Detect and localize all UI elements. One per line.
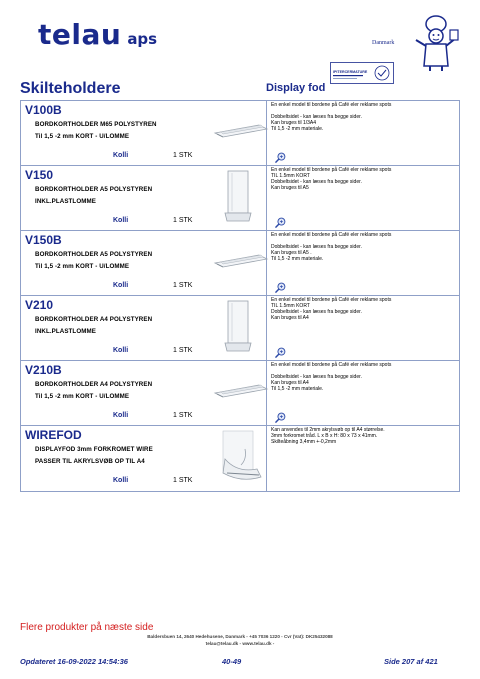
info-line: Til 1,5 -2 mm materiale. bbox=[271, 256, 324, 262]
logo-main: telau bbox=[38, 18, 122, 51]
product-code: V150 bbox=[25, 168, 54, 182]
info-line: Kan anvendes til 2mm akrylsvøb op til A4 størrelse. bbox=[271, 427, 385, 433]
quantity: 1 STK bbox=[173, 217, 193, 224]
info-line: En enkel model til bordene på Café eler reklame spots bbox=[271, 362, 392, 368]
info-line: Dobbeltsidet - kan læses fra begge sider. bbox=[271, 114, 362, 120]
kolli-label: Kolli bbox=[113, 152, 129, 159]
info-line: Kan bruges til 1/3A4 bbox=[271, 120, 317, 126]
quantity: 1 STK bbox=[173, 347, 193, 354]
info-line: Dobbeltsidet - kan læses fra begge sider. bbox=[271, 244, 362, 250]
zoom-icon[interactable] bbox=[275, 282, 286, 293]
product-description-line2: INKL.PLASTLOMME bbox=[35, 198, 96, 205]
info-line: Dobbeltsidet - kan læses fra begge sider. bbox=[271, 374, 362, 380]
product-image bbox=[223, 299, 253, 355]
product-description-line2: Til 1,5 -2 mm KORT - U/LOMME bbox=[35, 393, 130, 400]
quantity: 1 STK bbox=[173, 412, 193, 419]
product-info bbox=[271, 362, 391, 392]
product-image bbox=[211, 245, 271, 269]
product-row bbox=[21, 361, 459, 426]
product-description: DISPLAYFOD 3mm FORKROMET WIRE bbox=[35, 446, 153, 453]
product-description: BORDKORTHOLDER A5 POLYSTYREN bbox=[35, 251, 153, 258]
product-image bbox=[211, 115, 271, 139]
info-line: Til 1,5 -2 mm materiale. bbox=[271, 126, 324, 132]
kolli-label: Kolli bbox=[113, 217, 129, 224]
info-line: Kan bruges til A4 bbox=[271, 315, 309, 321]
product-code: V150B bbox=[25, 233, 62, 247]
info-line: Til 1,5 -2 mm materiale. bbox=[271, 386, 324, 392]
product-info bbox=[271, 427, 385, 445]
logo-suffix: aps bbox=[127, 30, 158, 48]
quantity: 1 STK bbox=[173, 282, 193, 289]
badge-text: IPITERCERMATURE bbox=[333, 70, 368, 74]
info-line: Kan bruges til A5 . bbox=[271, 250, 312, 256]
product-image bbox=[223, 169, 253, 225]
zoom-icon[interactable] bbox=[275, 412, 286, 423]
product-info bbox=[271, 297, 391, 321]
column-divider bbox=[266, 296, 267, 360]
product-description-line2: Til 1,5 -2 mm KORT - U/LOMME bbox=[35, 263, 130, 270]
product-code: WIREFOD bbox=[25, 428, 82, 442]
kolli-label: Kolli bbox=[113, 412, 129, 419]
product-row bbox=[21, 231, 459, 296]
quantity: 1 STK bbox=[173, 152, 193, 159]
product-image bbox=[217, 429, 267, 485]
product-info bbox=[271, 102, 391, 132]
page-number: Side 207 af 421 bbox=[384, 657, 438, 666]
company-address: Baldersbuen 14, 2640 Hedehusene, Danmark - +45 7036 1220 - Cvr (Vat): DK25432088 bbox=[147, 634, 333, 639]
product-description: BORDKORTHOLDER A5 POLYSTYREN bbox=[35, 186, 153, 193]
product-description: BORDKORTHOLDER M65 POLYSTYREN bbox=[35, 121, 157, 128]
updated-timestamp: Opdateret 16-09-2022 14:54:36 bbox=[20, 657, 128, 666]
info-line: Skilteåbning 3,4mm +-0,2mm bbox=[271, 439, 337, 445]
info-line: Kan bruges til A5 bbox=[271, 185, 309, 191]
info-line: Kan bruges til A4 bbox=[271, 380, 309, 386]
product-code: V210 bbox=[25, 298, 54, 312]
product-info bbox=[271, 167, 391, 191]
column-divider bbox=[266, 166, 267, 230]
product-description-line2: Til 1,5 -2 mm KORT - U/LOMME bbox=[35, 133, 130, 140]
country-label: Danmark bbox=[372, 40, 395, 46]
kolli-label: Kolli bbox=[113, 347, 129, 354]
product-code: V100B bbox=[25, 103, 62, 117]
product-description-line2: PASSER TIL AKRYLSVØB OP TIL A4 bbox=[35, 458, 145, 465]
section-range: 40-49 bbox=[222, 657, 242, 666]
zoom-icon[interactable] bbox=[275, 217, 286, 228]
kolli-label: Kolli bbox=[113, 282, 129, 289]
kolli-label: Kolli bbox=[113, 477, 129, 484]
info-line: En enkel model til bordene på Café eler reklame spots bbox=[271, 167, 392, 173]
certification-badge bbox=[330, 62, 394, 84]
info-line: TIL 1.5mm KORT bbox=[271, 173, 310, 179]
product-table bbox=[20, 100, 460, 492]
product-description: BORDKORTHOLDER A4 POLYSTYREN bbox=[35, 381, 153, 388]
product-info bbox=[271, 232, 391, 262]
company-logo bbox=[38, 18, 157, 51]
info-line: TIL 1.5mm KORT bbox=[271, 303, 310, 309]
category-subtitle: Display fod bbox=[266, 82, 326, 94]
zoom-icon[interactable] bbox=[275, 152, 286, 163]
more-products-note: Flere produkter på næste side bbox=[20, 622, 154, 633]
zoom-icon[interactable] bbox=[275, 347, 286, 358]
info-line: En enkel model til bordene på Café eler reklame spots bbox=[271, 297, 392, 303]
info-line: Dobbeltsidet - kan læses fra begge sider. bbox=[271, 179, 362, 185]
quantity: 1 STK bbox=[173, 477, 193, 484]
product-row bbox=[21, 296, 459, 361]
product-row bbox=[21, 101, 459, 166]
category-title: Skilteholdere bbox=[20, 80, 121, 97]
product-image bbox=[211, 375, 271, 399]
info-line: En enkel model til bordene på Café eler reklame spots bbox=[271, 232, 392, 238]
info-line: 3mm forkromet tråd. L x B x H: 80 x 73 x 41mm. bbox=[271, 433, 378, 439]
product-description: BORDKORTHOLDER A4 POLYSTYREN bbox=[35, 316, 153, 323]
info-line: Dobbeltsidet - kan læses fra begge sider. bbox=[271, 309, 362, 315]
product-row bbox=[21, 426, 459, 491]
product-row bbox=[21, 166, 459, 231]
info-line: En enkel model til bordene på Café eler reklame spots bbox=[271, 102, 392, 108]
company-contact: telau@telau.dk - www.telau.dk - bbox=[205, 641, 275, 646]
product-description-line2: INKL.PLASTLOMME bbox=[35, 328, 96, 335]
product-code: V210B bbox=[25, 363, 62, 377]
chef-mascot-icon bbox=[412, 14, 460, 72]
